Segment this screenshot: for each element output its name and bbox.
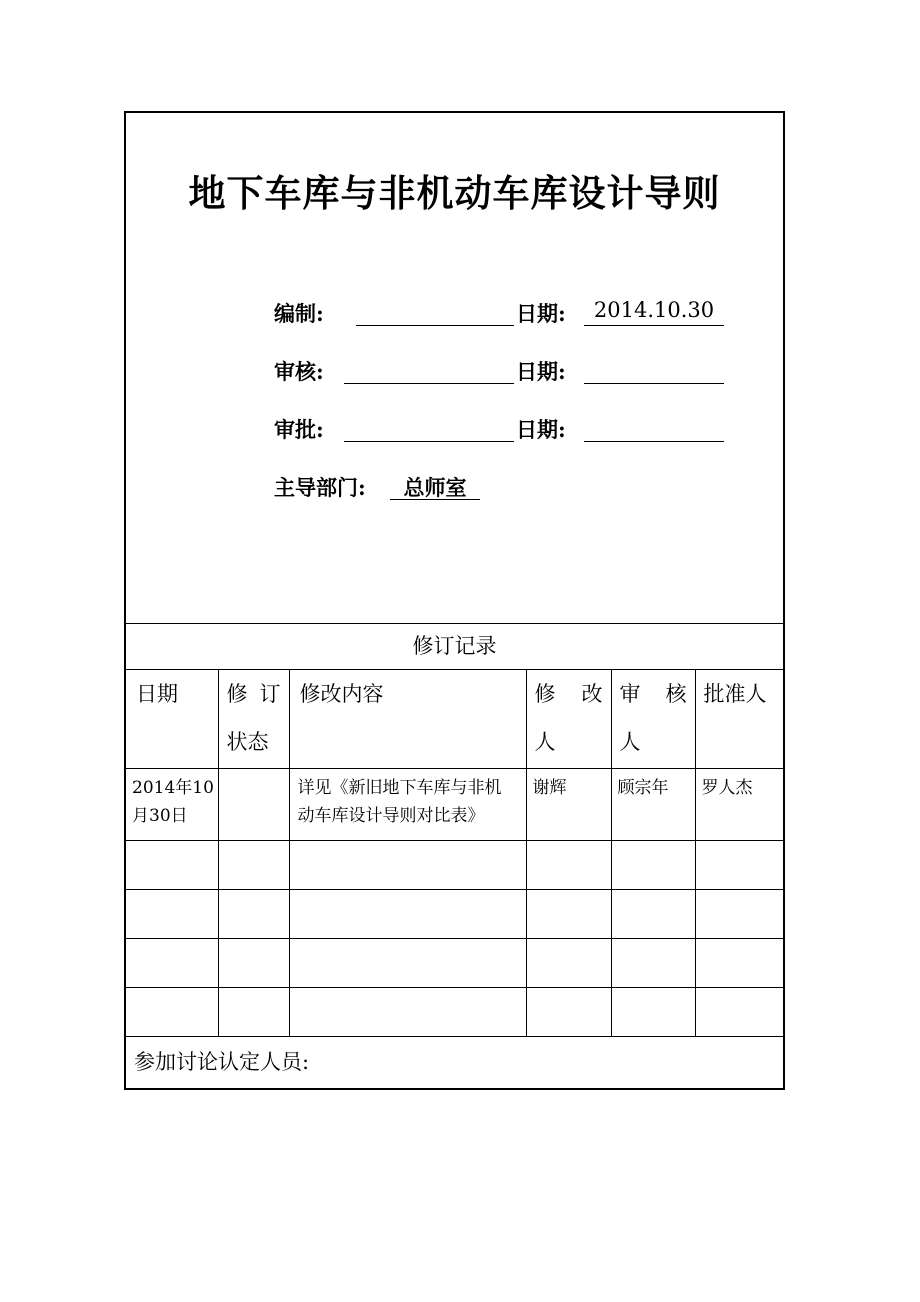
- department-label: 主导部门:: [274, 475, 366, 500]
- empty-cell[interactable]: [611, 988, 695, 1037]
- approve-label: 审批:: [274, 417, 324, 442]
- empty-cell[interactable]: [218, 939, 289, 988]
- header-modifier: 修 改 人: [526, 670, 611, 769]
- row-reviewer: 顾宗年: [611, 769, 695, 841]
- empty-cell[interactable]: [695, 890, 783, 939]
- review-signature-field[interactable]: [344, 356, 514, 384]
- empty-cell[interactable]: [289, 890, 526, 939]
- compile-date-field[interactable]: 2014.10.30: [584, 298, 724, 326]
- revision-title-row: [126, 623, 783, 670]
- empty-cell[interactable]: [218, 988, 289, 1037]
- header-approver: 批准人: [695, 670, 783, 769]
- discussion-label: 参加讨论认定人员:: [126, 1037, 783, 1088]
- empty-cell[interactable]: [611, 890, 695, 939]
- row-content: 详见《新旧地下车库与非机 动车库设计导则对比表》: [289, 769, 526, 841]
- compile-signature-field[interactable]: [356, 298, 514, 326]
- empty-cell[interactable]: [526, 841, 611, 890]
- empty-cell[interactable]: [695, 939, 783, 988]
- empty-cell[interactable]: [289, 939, 526, 988]
- empty-cell[interactable]: [526, 939, 611, 988]
- table-row-empty: [126, 841, 783, 890]
- empty-cell[interactable]: [289, 841, 526, 890]
- header-date: 日期: [126, 670, 218, 769]
- empty-cell[interactable]: [126, 890, 218, 939]
- header-content: 修改内容: [289, 670, 526, 769]
- review-date-field[interactable]: [584, 356, 724, 384]
- empty-cell[interactable]: [289, 988, 526, 1037]
- empty-cell[interactable]: [218, 890, 289, 939]
- empty-cell[interactable]: [526, 988, 611, 1037]
- empty-cell[interactable]: [695, 988, 783, 1037]
- discussion-row: [126, 1037, 783, 1088]
- empty-cell[interactable]: [695, 841, 783, 890]
- review-label: 审核:: [274, 359, 324, 384]
- table-row-empty: [126, 988, 783, 1037]
- approve-signature-field[interactable]: [344, 414, 514, 442]
- review-date-label: 日期:: [516, 359, 566, 384]
- header-reviewer: 审 核 人: [611, 670, 695, 769]
- empty-cell[interactable]: [526, 890, 611, 939]
- document-title: 地下车库与非机动车库设计导则: [188, 171, 721, 215]
- department-field[interactable]: 总师室: [390, 472, 480, 500]
- cover-section: [126, 113, 783, 624]
- compile-date-label: 日期:: [516, 301, 566, 326]
- approve-date-field[interactable]: [584, 414, 724, 442]
- table-row-empty: [126, 890, 783, 939]
- revision-table: [126, 623, 783, 1087]
- document-frame: [124, 111, 785, 1090]
- table-row-empty: [126, 939, 783, 988]
- empty-cell[interactable]: [126, 841, 218, 890]
- revision-title: 修订记录: [126, 623, 783, 670]
- row-status: [218, 769, 289, 841]
- approve-date-label: 日期:: [516, 417, 566, 442]
- table-row: [126, 769, 783, 841]
- empty-cell[interactable]: [611, 939, 695, 988]
- header-status: 修 订 状态: [218, 670, 289, 769]
- table-header-row: [126, 670, 783, 769]
- empty-cell[interactable]: [126, 988, 218, 1037]
- compile-label: 编制:: [274, 301, 324, 326]
- row-date: 2014年10 月30日: [126, 769, 218, 841]
- row-modifier: 谢辉: [526, 769, 611, 841]
- empty-cell[interactable]: [611, 841, 695, 890]
- empty-cell[interactable]: [218, 841, 289, 890]
- row-approver: 罗人杰: [695, 769, 783, 841]
- empty-cell[interactable]: [126, 939, 218, 988]
